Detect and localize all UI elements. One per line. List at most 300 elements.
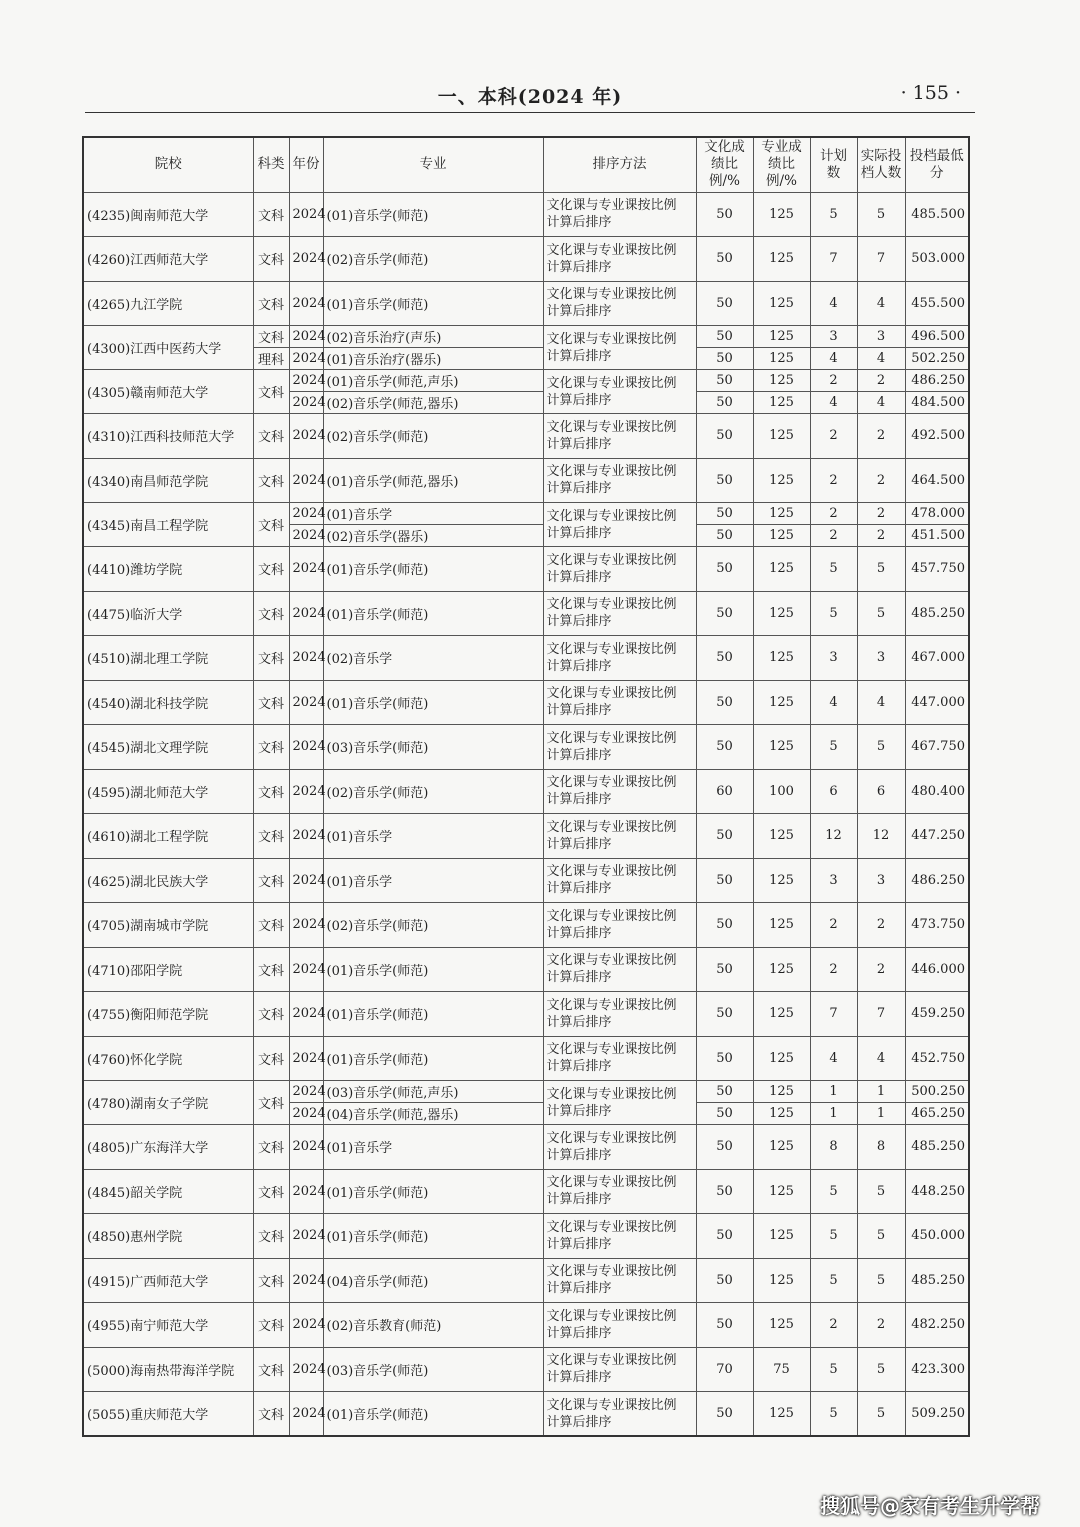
plan-cell: 3 bbox=[810, 326, 857, 348]
actual-cell: 4 bbox=[857, 1036, 905, 1081]
method-cell: 文化课与专业课按比例 计算后排序 bbox=[543, 903, 696, 948]
kind-cell: 文科 bbox=[253, 281, 289, 326]
plan-cell: 4 bbox=[810, 348, 857, 370]
col-pro: 专业成绩比例/% bbox=[753, 137, 810, 192]
actual-cell: 5 bbox=[857, 192, 905, 237]
plan-cell: 4 bbox=[810, 680, 857, 725]
min-score-cell: 485.250 bbox=[905, 591, 969, 636]
min-score-cell: 503.000 bbox=[905, 237, 969, 282]
year-cell: 2024 bbox=[289, 1347, 323, 1392]
kind-cell: 文科 bbox=[253, 192, 289, 237]
actual-cell: 2 bbox=[857, 414, 905, 459]
plan-cell: 12 bbox=[810, 814, 857, 859]
culture-cell: 50 bbox=[696, 992, 753, 1037]
plan-cell: 2 bbox=[810, 503, 857, 525]
method-cell: 文化课与专业课按比例 计算后排序 bbox=[543, 814, 696, 859]
plan-cell: 3 bbox=[810, 858, 857, 903]
major-cell: (01)音乐治疗(器乐) bbox=[323, 348, 543, 370]
pro-cell: 125 bbox=[753, 281, 810, 326]
pro-cell: 125 bbox=[753, 1303, 810, 1348]
school-cell: (4310)江西科技师范大学 bbox=[83, 414, 253, 459]
kind-cell: 文科 bbox=[253, 1081, 289, 1125]
plan-cell: 5 bbox=[810, 192, 857, 237]
major-cell: (01)音乐学 bbox=[323, 814, 543, 859]
plan-cell: 1 bbox=[810, 1081, 857, 1103]
kind-cell: 文科 bbox=[253, 326, 289, 348]
culture-cell: 50 bbox=[696, 192, 753, 237]
school-cell: (4755)衡阳师范学院 bbox=[83, 992, 253, 1037]
kind-cell: 文科 bbox=[253, 903, 289, 948]
major-cell: (01)音乐学(师范) bbox=[323, 591, 543, 636]
min-score-cell: 500.250 bbox=[905, 1081, 969, 1103]
actual-cell: 5 bbox=[857, 1214, 905, 1259]
method-cell: 文化课与专业课按比例 计算后排序 bbox=[543, 591, 696, 636]
pro-cell: 125 bbox=[753, 992, 810, 1037]
pro-cell: 125 bbox=[753, 525, 810, 547]
kind-cell: 文科 bbox=[253, 547, 289, 592]
year-cell: 2024 bbox=[289, 392, 323, 414]
major-cell: (04)音乐学(师范,器乐) bbox=[323, 1103, 543, 1125]
pro-cell: 125 bbox=[753, 192, 810, 237]
min-score-cell: 446.000 bbox=[905, 947, 969, 992]
watermark: 搜狐号@家有考生升学帮 bbox=[820, 1494, 1040, 1518]
method-cell: 文化课与专业课按比例 计算后排序 bbox=[543, 636, 696, 681]
method-cell: 文化课与专业课按比例 计算后排序 bbox=[543, 370, 696, 414]
culture-cell: 60 bbox=[696, 769, 753, 814]
pro-cell: 125 bbox=[753, 547, 810, 592]
pro-cell: 125 bbox=[753, 1036, 810, 1081]
header-rule bbox=[85, 112, 975, 113]
school-cell: (4305)赣南师范大学 bbox=[83, 370, 253, 414]
pro-cell: 125 bbox=[753, 414, 810, 459]
kind-cell: 文科 bbox=[253, 370, 289, 414]
min-score-cell: 464.500 bbox=[905, 458, 969, 503]
table-row bbox=[83, 769, 969, 814]
table-row bbox=[83, 1303, 969, 1348]
year-cell: 2024 bbox=[289, 903, 323, 948]
table-row bbox=[83, 1125, 969, 1170]
school-cell: (4705)湖南城市学院 bbox=[83, 903, 253, 948]
year-cell: 2024 bbox=[289, 326, 323, 348]
major-cell: (01)音乐学(师范) bbox=[323, 1214, 543, 1259]
min-score-cell: 423.300 bbox=[905, 1347, 969, 1392]
plan-cell: 5 bbox=[810, 1169, 857, 1214]
pro-cell: 125 bbox=[753, 392, 810, 414]
year-cell: 2024 bbox=[289, 1258, 323, 1303]
actual-cell: 7 bbox=[857, 237, 905, 282]
major-cell: (03)音乐学(师范,声乐) bbox=[323, 1081, 543, 1103]
pro-cell: 125 bbox=[753, 1125, 810, 1170]
pro-cell: 125 bbox=[753, 725, 810, 770]
major-cell: (01)音乐学(师范) bbox=[323, 547, 543, 592]
major-cell: (02)音乐学 bbox=[323, 636, 543, 681]
method-cell: 文化课与专业课按比例 计算后排序 bbox=[543, 769, 696, 814]
actual-cell: 4 bbox=[857, 392, 905, 414]
actual-cell: 2 bbox=[857, 1303, 905, 1348]
min-score-cell: 478.000 bbox=[905, 503, 969, 525]
actual-cell: 5 bbox=[857, 1169, 905, 1214]
major-cell: (02)音乐治疗(声乐) bbox=[323, 326, 543, 348]
min-score-cell: 457.750 bbox=[905, 547, 969, 592]
admission-table bbox=[82, 136, 970, 1437]
plan-cell: 7 bbox=[810, 992, 857, 1037]
min-score-cell: 480.400 bbox=[905, 769, 969, 814]
table-row bbox=[83, 547, 969, 592]
school-cell: (4780)湖南女子学院 bbox=[83, 1081, 253, 1125]
year-cell: 2024 bbox=[289, 1036, 323, 1081]
major-cell: (01)音乐学(师范) bbox=[323, 281, 543, 326]
method-cell: 文化课与专业课按比例 计算后排序 bbox=[543, 547, 696, 592]
min-score-cell: 492.500 bbox=[905, 414, 969, 459]
culture-cell: 50 bbox=[696, 814, 753, 859]
culture-cell: 50 bbox=[696, 414, 753, 459]
year-cell: 2024 bbox=[289, 1125, 323, 1170]
method-cell: 文化课与专业课按比例 计算后排序 bbox=[543, 1347, 696, 1392]
actual-cell: 3 bbox=[857, 858, 905, 903]
kind-cell: 文科 bbox=[253, 1392, 289, 1437]
min-score-cell: 447.250 bbox=[905, 814, 969, 859]
major-cell: (01)音乐学(师范) bbox=[323, 192, 543, 237]
actual-cell: 8 bbox=[857, 1125, 905, 1170]
kind-cell: 文科 bbox=[253, 858, 289, 903]
actual-cell: 1 bbox=[857, 1103, 905, 1125]
culture-cell: 50 bbox=[696, 370, 753, 392]
year-cell: 2024 bbox=[289, 547, 323, 592]
col-kind: 科类 bbox=[253, 137, 289, 192]
plan-cell: 4 bbox=[810, 392, 857, 414]
method-cell: 文化课与专业课按比例 计算后排序 bbox=[543, 414, 696, 459]
page-title: 一、本科(2024 年) bbox=[437, 86, 623, 108]
actual-cell: 5 bbox=[857, 725, 905, 770]
culture-cell: 50 bbox=[696, 237, 753, 282]
actual-cell: 4 bbox=[857, 281, 905, 326]
kind-cell: 文科 bbox=[253, 680, 289, 725]
table-row bbox=[83, 680, 969, 725]
actual-cell: 5 bbox=[857, 547, 905, 592]
kind-cell: 文科 bbox=[253, 814, 289, 859]
method-cell: 文化课与专业课按比例 计算后排序 bbox=[543, 1303, 696, 1348]
school-cell: (4760)怀化学院 bbox=[83, 1036, 253, 1081]
kind-cell: 文科 bbox=[253, 458, 289, 503]
pro-cell: 125 bbox=[753, 814, 810, 859]
kind-cell: 文科 bbox=[253, 1036, 289, 1081]
major-cell: (02)音乐学(师范) bbox=[323, 769, 543, 814]
min-score-cell: 455.500 bbox=[905, 281, 969, 326]
table-row bbox=[83, 858, 969, 903]
plan-cell: 5 bbox=[810, 725, 857, 770]
school-cell: (4260)江西师范大学 bbox=[83, 237, 253, 282]
method-cell: 文化课与专业课按比例 计算后排序 bbox=[543, 680, 696, 725]
table-row bbox=[83, 458, 969, 503]
culture-cell: 50 bbox=[696, 1392, 753, 1437]
actual-cell: 12 bbox=[857, 814, 905, 859]
plan-cell: 6 bbox=[810, 769, 857, 814]
major-cell: (02)音乐学(师范,器乐) bbox=[323, 392, 543, 414]
culture-cell: 50 bbox=[696, 1214, 753, 1259]
method-cell: 文化课与专业课按比例 计算后排序 bbox=[543, 326, 696, 370]
major-cell: (01)音乐学(师范,声乐) bbox=[323, 370, 543, 392]
year-cell: 2024 bbox=[289, 1214, 323, 1259]
plan-cell: 2 bbox=[810, 1303, 857, 1348]
plan-cell: 2 bbox=[810, 370, 857, 392]
actual-cell: 4 bbox=[857, 680, 905, 725]
culture-cell: 50 bbox=[696, 326, 753, 348]
pro-cell: 75 bbox=[753, 1347, 810, 1392]
culture-cell: 50 bbox=[696, 947, 753, 992]
plan-cell: 8 bbox=[810, 1125, 857, 1170]
kind-cell: 文科 bbox=[253, 1214, 289, 1259]
min-score-cell: 486.250 bbox=[905, 858, 969, 903]
major-cell: (01)音乐学(师范) bbox=[323, 1036, 543, 1081]
culture-cell: 50 bbox=[696, 1081, 753, 1103]
year-cell: 2024 bbox=[289, 1169, 323, 1214]
pro-cell: 125 bbox=[753, 237, 810, 282]
year-cell: 2024 bbox=[289, 458, 323, 503]
year-cell: 2024 bbox=[289, 947, 323, 992]
culture-cell: 50 bbox=[696, 903, 753, 948]
school-cell: (4955)南宁师范大学 bbox=[83, 1303, 253, 1348]
method-cell: 文化课与专业课按比例 计算后排序 bbox=[543, 1214, 696, 1259]
plan-cell: 2 bbox=[810, 947, 857, 992]
year-cell: 2024 bbox=[289, 591, 323, 636]
plan-cell: 2 bbox=[810, 525, 857, 547]
major-cell: (04)音乐学(师范) bbox=[323, 1258, 543, 1303]
culture-cell: 50 bbox=[696, 1169, 753, 1214]
year-cell: 2024 bbox=[289, 636, 323, 681]
actual-cell: 4 bbox=[857, 348, 905, 370]
pro-cell: 125 bbox=[753, 1392, 810, 1437]
culture-cell: 50 bbox=[696, 458, 753, 503]
col-actual: 实际投档人数 bbox=[857, 137, 905, 192]
table-row bbox=[83, 636, 969, 681]
pro-cell: 125 bbox=[753, 680, 810, 725]
culture-cell: 50 bbox=[696, 392, 753, 414]
min-score-cell: 484.500 bbox=[905, 392, 969, 414]
min-score-cell: 452.750 bbox=[905, 1036, 969, 1081]
min-score-cell: 450.000 bbox=[905, 1214, 969, 1259]
page-header bbox=[85, 78, 975, 114]
col-major: 专业 bbox=[323, 137, 543, 192]
col-plan: 计划数 bbox=[810, 137, 857, 192]
school-cell: (4915)广西师范大学 bbox=[83, 1258, 253, 1303]
kind-cell: 文科 bbox=[253, 237, 289, 282]
kind-cell: 文科 bbox=[253, 1258, 289, 1303]
major-cell: (01)音乐学(师范) bbox=[323, 992, 543, 1037]
plan-cell: 2 bbox=[810, 458, 857, 503]
year-cell: 2024 bbox=[289, 1081, 323, 1103]
kind-cell: 文科 bbox=[253, 769, 289, 814]
major-cell: (02)音乐学(师范) bbox=[323, 903, 543, 948]
table-row bbox=[83, 414, 969, 459]
table-row bbox=[83, 503, 969, 525]
school-cell: (4710)邵阳学院 bbox=[83, 947, 253, 992]
major-cell: (01)音乐学(师范) bbox=[323, 680, 543, 725]
culture-cell: 50 bbox=[696, 858, 753, 903]
pro-cell: 125 bbox=[753, 1214, 810, 1259]
year-cell: 2024 bbox=[289, 769, 323, 814]
method-cell: 文化课与专业课按比例 计算后排序 bbox=[543, 992, 696, 1037]
major-cell: (01)音乐学(师范,器乐) bbox=[323, 458, 543, 503]
pro-cell: 125 bbox=[753, 636, 810, 681]
school-cell: (4610)湖北工程学院 bbox=[83, 814, 253, 859]
method-cell: 文化课与专业课按比例 计算后排序 bbox=[543, 503, 696, 547]
school-cell: (4265)九江学院 bbox=[83, 281, 253, 326]
table-row bbox=[83, 326, 969, 348]
culture-cell: 50 bbox=[696, 281, 753, 326]
year-cell: 2024 bbox=[289, 992, 323, 1037]
table-row bbox=[83, 947, 969, 992]
plan-cell: 7 bbox=[810, 237, 857, 282]
actual-cell: 7 bbox=[857, 992, 905, 1037]
min-score-cell: 509.250 bbox=[905, 1392, 969, 1437]
culture-cell: 50 bbox=[696, 1258, 753, 1303]
kind-cell: 文科 bbox=[253, 636, 289, 681]
culture-cell: 50 bbox=[696, 1303, 753, 1348]
method-cell: 文化课与专业课按比例 计算后排序 bbox=[543, 1258, 696, 1303]
actual-cell: 3 bbox=[857, 326, 905, 348]
plan-cell: 4 bbox=[810, 281, 857, 326]
school-cell: (4805)广东海洋大学 bbox=[83, 1125, 253, 1170]
actual-cell: 5 bbox=[857, 591, 905, 636]
major-cell: (01)音乐学(师范) bbox=[323, 1169, 543, 1214]
plan-cell: 2 bbox=[810, 903, 857, 948]
table-row bbox=[83, 192, 969, 237]
table-row bbox=[83, 1081, 969, 1103]
major-cell: (02)音乐教育(师范) bbox=[323, 1303, 543, 1348]
year-cell: 2024 bbox=[289, 370, 323, 392]
method-cell: 文化课与专业课按比例 计算后排序 bbox=[543, 237, 696, 282]
pro-cell: 125 bbox=[753, 903, 810, 948]
pro-cell: 125 bbox=[753, 1081, 810, 1103]
table-header-row bbox=[83, 137, 969, 192]
school-cell: (4540)湖北科技学院 bbox=[83, 680, 253, 725]
plan-cell: 5 bbox=[810, 1258, 857, 1303]
col-method: 排序方法 bbox=[543, 137, 696, 192]
min-score-cell: 485.250 bbox=[905, 1125, 969, 1170]
year-cell: 2024 bbox=[289, 725, 323, 770]
min-score-cell: 486.250 bbox=[905, 370, 969, 392]
plan-cell: 4 bbox=[810, 1036, 857, 1081]
pro-cell: 125 bbox=[753, 503, 810, 525]
school-cell: (4595)湖北师范大学 bbox=[83, 769, 253, 814]
culture-cell: 50 bbox=[696, 680, 753, 725]
actual-cell: 5 bbox=[857, 1258, 905, 1303]
culture-cell: 50 bbox=[696, 1103, 753, 1125]
actual-cell: 5 bbox=[857, 1347, 905, 1392]
min-score-cell: 485.500 bbox=[905, 192, 969, 237]
min-score-cell: 467.750 bbox=[905, 725, 969, 770]
method-cell: 文化课与专业课按比例 计算后排序 bbox=[543, 458, 696, 503]
major-cell: (01)音乐学(师范) bbox=[323, 947, 543, 992]
school-cell: (5000)海南热带海洋学院 bbox=[83, 1347, 253, 1392]
kind-cell: 文科 bbox=[253, 591, 289, 636]
kind-cell: 文科 bbox=[253, 503, 289, 547]
culture-cell: 50 bbox=[696, 1125, 753, 1170]
method-cell: 文化课与专业课按比例 计算后排序 bbox=[543, 1125, 696, 1170]
min-score-cell: 467.000 bbox=[905, 636, 969, 681]
actual-cell: 6 bbox=[857, 769, 905, 814]
method-cell: 文化课与专业课按比例 计算后排序 bbox=[543, 1036, 696, 1081]
culture-cell: 50 bbox=[696, 591, 753, 636]
school-cell: (4510)湖北理工学院 bbox=[83, 636, 253, 681]
year-cell: 2024 bbox=[289, 503, 323, 525]
pro-cell: 100 bbox=[753, 769, 810, 814]
method-cell: 文化课与专业课按比例 计算后排序 bbox=[543, 1392, 696, 1437]
year-cell: 2024 bbox=[289, 858, 323, 903]
actual-cell: 1 bbox=[857, 1081, 905, 1103]
min-score-cell: 473.750 bbox=[905, 903, 969, 948]
col-min: 投档最低分 bbox=[905, 137, 969, 192]
min-score-cell: 451.500 bbox=[905, 525, 969, 547]
table-row bbox=[83, 237, 969, 282]
table-row bbox=[83, 814, 969, 859]
method-cell: 文化课与专业课按比例 计算后排序 bbox=[543, 1081, 696, 1125]
min-score-cell: 482.250 bbox=[905, 1303, 969, 1348]
school-cell: (4625)湖北民族大学 bbox=[83, 858, 253, 903]
major-cell: (01)音乐学 bbox=[323, 858, 543, 903]
kind-cell: 文科 bbox=[253, 1169, 289, 1214]
culture-cell: 70 bbox=[696, 1347, 753, 1392]
actual-cell: 2 bbox=[857, 525, 905, 547]
culture-cell: 50 bbox=[696, 1036, 753, 1081]
table-row bbox=[83, 992, 969, 1037]
table-row bbox=[83, 591, 969, 636]
kind-cell: 文科 bbox=[253, 1125, 289, 1170]
pro-cell: 125 bbox=[753, 591, 810, 636]
major-cell: (03)音乐学(师范) bbox=[323, 1347, 543, 1392]
pro-cell: 125 bbox=[753, 1258, 810, 1303]
table-row bbox=[83, 281, 969, 326]
year-cell: 2024 bbox=[289, 192, 323, 237]
year-cell: 2024 bbox=[289, 414, 323, 459]
min-score-cell: 448.250 bbox=[905, 1169, 969, 1214]
col-year: 年份 bbox=[289, 137, 323, 192]
method-cell: 文化课与专业课按比例 计算后排序 bbox=[543, 858, 696, 903]
pro-cell: 125 bbox=[753, 947, 810, 992]
year-cell: 2024 bbox=[289, 525, 323, 547]
plan-cell: 5 bbox=[810, 1214, 857, 1259]
min-score-cell: 447.000 bbox=[905, 680, 969, 725]
major-cell: (01)音乐学 bbox=[323, 503, 543, 525]
year-cell: 2024 bbox=[289, 1303, 323, 1348]
culture-cell: 50 bbox=[696, 503, 753, 525]
actual-cell: 2 bbox=[857, 370, 905, 392]
table-row bbox=[83, 903, 969, 948]
culture-cell: 50 bbox=[696, 525, 753, 547]
kind-cell: 文科 bbox=[253, 992, 289, 1037]
min-score-cell: 496.500 bbox=[905, 326, 969, 348]
kind-cell: 文科 bbox=[253, 725, 289, 770]
year-cell: 2024 bbox=[289, 1392, 323, 1437]
min-score-cell: 485.250 bbox=[905, 1258, 969, 1303]
plan-cell: 1 bbox=[810, 1103, 857, 1125]
actual-cell: 3 bbox=[857, 636, 905, 681]
plan-cell: 3 bbox=[810, 636, 857, 681]
school-cell: (4475)临沂大学 bbox=[83, 591, 253, 636]
page-number: · 155 · bbox=[900, 82, 961, 104]
actual-cell: 5 bbox=[857, 1392, 905, 1437]
school-cell: (4345)南昌工程学院 bbox=[83, 503, 253, 547]
min-score-cell: 465.250 bbox=[905, 1103, 969, 1125]
plan-cell: 2 bbox=[810, 414, 857, 459]
major-cell: (01)音乐学 bbox=[323, 1125, 543, 1170]
table-row bbox=[83, 725, 969, 770]
table-row bbox=[83, 1392, 969, 1437]
year-cell: 2024 bbox=[289, 348, 323, 370]
pro-cell: 125 bbox=[753, 326, 810, 348]
school-cell: (4845)韶关学院 bbox=[83, 1169, 253, 1214]
plan-cell: 5 bbox=[810, 591, 857, 636]
